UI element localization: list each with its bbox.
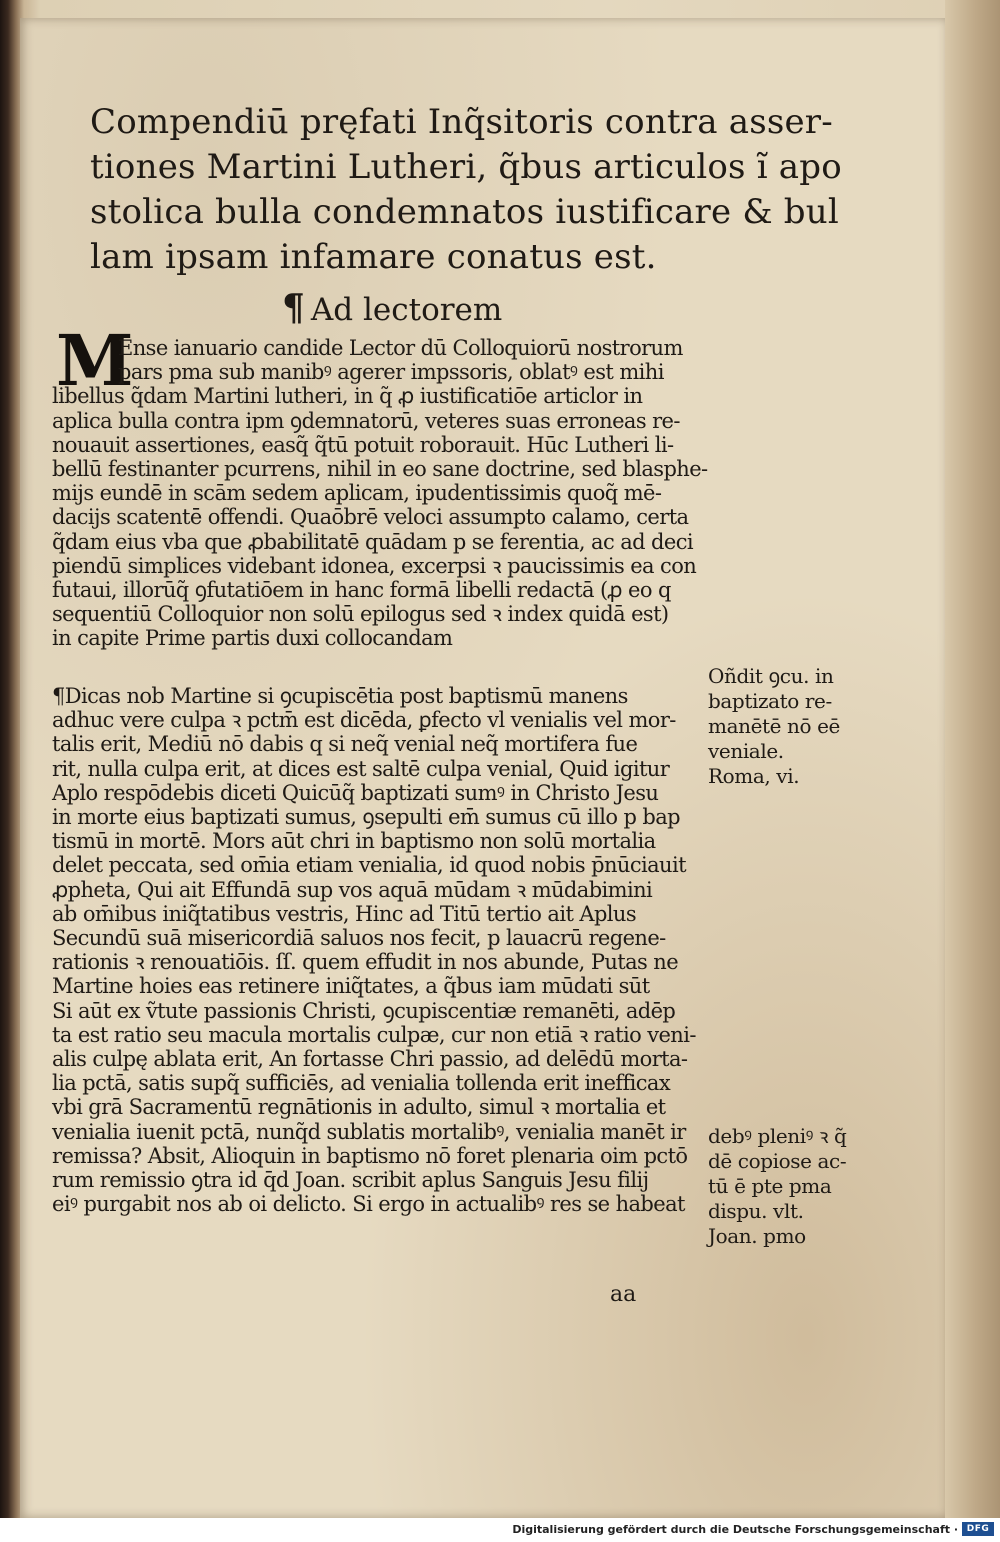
text-line: rationis ꝛ renouatiōis. ſſ. quem effudit in nos abunde, Putas ne bbox=[52, 950, 679, 975]
title-line: tiones Martini Lutheri, q̃bus articulos ĩ apo bbox=[90, 147, 842, 187]
text-line: nouauit assertiones, easq̃ q̃tū potuit roborauit. Hūc Lutheri li- bbox=[52, 432, 674, 457]
text-line: aplica bulla contra ipm ꝯdemnatorū, veteres suas erroneas re- bbox=[52, 408, 680, 433]
text-line: tismū in mortē. Mors aūt chri in baptismo non solū mortalia bbox=[52, 829, 656, 854]
text-line: lia pctā, satis supq̃ sufficiēs, ad venialia tollenda erit inefficax bbox=[52, 1071, 671, 1096]
margin-line: dē copiose ac- bbox=[708, 1149, 847, 1173]
text-line: Aplo respōdebis diceti Quicūq̃ baptizati sumꝰ in Christo Jesu bbox=[52, 780, 659, 805]
facing-page-edge bbox=[945, 0, 1000, 1518]
heading-text: Ad lectorem bbox=[310, 292, 503, 328]
margin-note-lower bbox=[708, 1124, 846, 1249]
text-line: Secundū suā misericordiā saluos nos fecit, p lauacrū regene- bbox=[52, 926, 666, 951]
text-line: ab om̄ibus iniq̃tatibus vestris, Hinc ad Titū tertio ait Aplus bbox=[52, 901, 637, 926]
title-line: stolica bulla condemnatos iustificare & bul bbox=[90, 192, 839, 232]
text-line: delet peccata, sed om̄ia etiam venialia, id quod nobis p̄nūciauit bbox=[52, 853, 686, 878]
title-line: lam ipsam infamare conatus est. bbox=[90, 237, 657, 277]
margin-line: Roma, vi. bbox=[708, 764, 800, 788]
decorated-initial: M bbox=[56, 319, 134, 402]
margin-note-upper bbox=[708, 664, 840, 789]
text-line: venialia iuenit pctā, nunq̃d sublatis mortalibꝰ, venialia manēt ir bbox=[52, 1119, 686, 1144]
paragraph-preface bbox=[52, 336, 708, 651]
text-line: libellus q̃dam Martini lutheri, in q̃ ꝓ iustificatiōe articlor in bbox=[52, 384, 643, 409]
book-page bbox=[20, 18, 945, 1518]
text-line: Ense ianuario candide Lector dū Colloquiorū nostrorum bbox=[118, 336, 683, 360]
margin-line: Joan. pmo bbox=[708, 1224, 806, 1248]
margin-line: debꝰ pleniꝰ ꝛ q̃ bbox=[708, 1124, 847, 1148]
text-line: piendū simplices videbant idonea, excerpsi ꝛ paucissimis ea con bbox=[52, 553, 697, 578]
text-line: ta est ratio seu macula mortalis culpæ, cur non etiā ꝛ ratio veni- bbox=[52, 1022, 696, 1047]
text-line: futaui, illorūq̃ ꝯfutatiōem in hanc formā libelli redactā (ꝓ eo q bbox=[52, 578, 671, 603]
text-line: q̃dam eius vba que ꝓbabilitatē quādam p se ferentia, ac ad deci bbox=[52, 529, 694, 554]
text-line: adhuc vere culpa ꝛ pctm̄ est dicēda, ꝑfecto vl venialis vel mor- bbox=[52, 708, 676, 733]
text-line: mijs eundē in scām sedem aplicam, ipudentissimis quoq̃ mē- bbox=[52, 481, 662, 506]
title-line: Compendiū pręfati Inq̃sitoris contra asser- bbox=[90, 102, 833, 142]
margin-line: tū ē pte pma bbox=[708, 1174, 832, 1198]
text-line: rum remissio ꝯtra id q̄d Joan. scribit aplus Sanguis Jesu filij bbox=[52, 1168, 649, 1193]
margin-line: manētē nō eē bbox=[708, 714, 840, 738]
paragraph-main bbox=[52, 684, 696, 1216]
text-line: alis culpę ablata erit, An fortasse Chri passio, ad delēdū morta- bbox=[52, 1047, 688, 1072]
text-line: pars pma sub manibꝰ agerer impssoris, oblatꝰ est mihi bbox=[118, 360, 664, 385]
text-line: dacijs scatentē offendi. Quaōbrē veloci assumpto calamo, certa bbox=[52, 505, 689, 530]
digitization-footer bbox=[0, 1518, 1000, 1542]
text-line: vbi grā Sacramentū regnātionis in adulto, simul ꝛ mortalia et bbox=[52, 1095, 666, 1120]
page-title bbox=[90, 100, 842, 280]
text-line: in morte eius baptizati sumus, ꝯsepulti em̄ sumus cū illo p bap bbox=[52, 805, 681, 830]
margin-line: dispu. vlt. bbox=[708, 1199, 804, 1223]
pilcrow-icon: ¶ bbox=[282, 287, 305, 329]
text-line: sequentiū Colloquior non solū epilogus sed ꝛ index quidā est) bbox=[52, 602, 669, 627]
dfg-logo-icon: DFG bbox=[962, 1522, 994, 1536]
text-line: talis erit, Mediū nō dabis q si neq̃ venial neq̃ mortifera fue bbox=[52, 732, 638, 757]
section-heading bbox=[282, 288, 502, 330]
margin-line: Oñdit ꝯcu. in bbox=[708, 664, 834, 688]
text-line: bellū festinanter pcurrens, nihil in eo sane doctrine, sed blasphe- bbox=[52, 457, 708, 482]
text-line: Si aūt ex ṽtute passionis Christi, ꝯcupiscentiæ remanēti, adēp bbox=[52, 998, 676, 1023]
footer-credit: Digitalisierung gefördert durch die Deutsche Forschungsgemeinschaft · bbox=[512, 1523, 958, 1536]
margin-line: veniale. bbox=[708, 739, 784, 763]
text-line: ¶Dicas nob Martine si ꝯcupiscētia post baptismū manens bbox=[52, 684, 628, 708]
text-line: remissa? Absit, Alioquin in baptismo nō foret plenaria oim pctō bbox=[52, 1143, 688, 1168]
text-line: eiꝰ purgabit nos ab oi delicto. Si ergo in actualibꝰ res se habeat bbox=[52, 1192, 685, 1217]
signature-mark: aa bbox=[610, 1282, 637, 1307]
text-line: rit, nulla culpa erit, at dices est saltē culpa venial, Quid igitur bbox=[52, 756, 670, 781]
margin-line: baptizato re- bbox=[708, 689, 832, 713]
text-line: ꝓpheta, Qui ait Effundā sup vos aquā mūdam ꝛ mūdabimini bbox=[52, 877, 653, 902]
text-line: Martine hoies eas retinere iniq̃tates, a q̃bus iam mūdati sūt bbox=[52, 974, 650, 999]
text-line: in capite Prime partis duxi collocandam bbox=[52, 626, 453, 651]
